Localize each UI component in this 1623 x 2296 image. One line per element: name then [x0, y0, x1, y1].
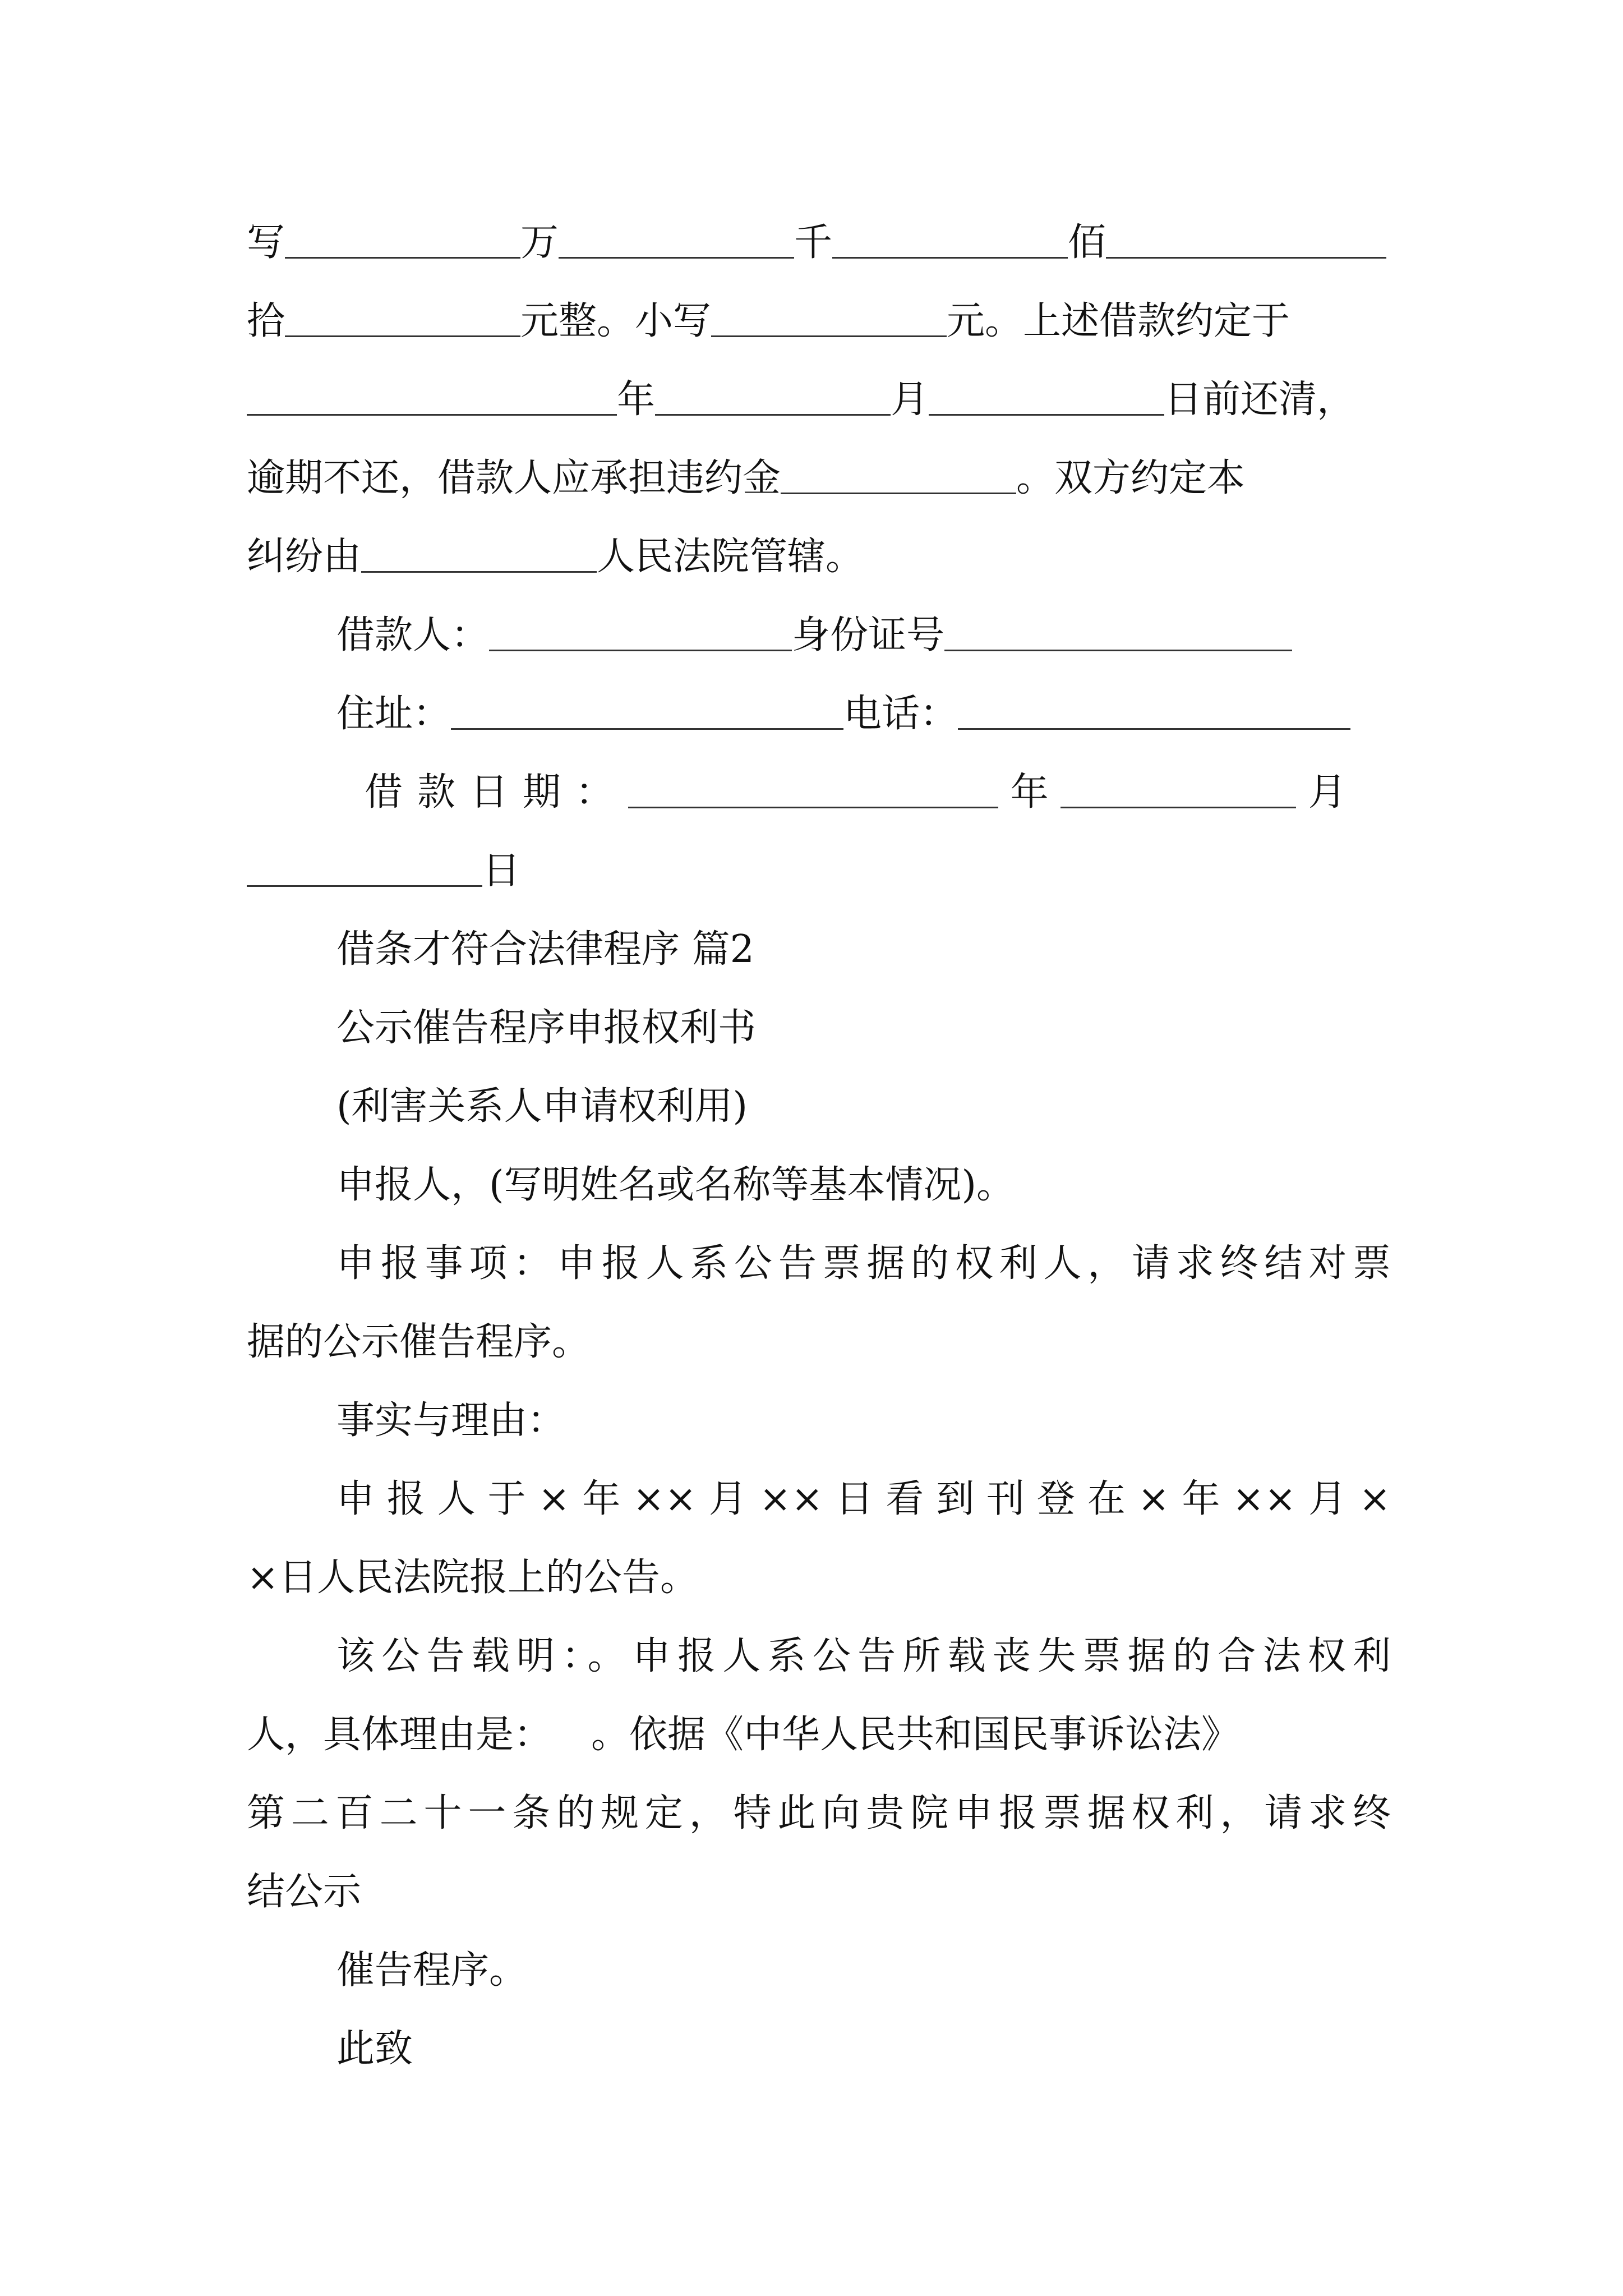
paragraph-matter-line-2: 据的公示催告程序。 — [247, 1320, 591, 1364]
penalty-line — [247, 453, 1391, 504]
id-label: 身份证号 — [792, 613, 945, 657]
text: 日 — [482, 849, 521, 893]
text: 日前还清， — [1164, 378, 1355, 422]
text: 万 — [520, 220, 559, 265]
paragraph-notice-line-3: 第二百二十一条的规定，特此向贵院申报票据权利，请求终 — [247, 1791, 1391, 1835]
paragraph-notice-line-4: 结公示 — [247, 1870, 362, 1914]
blank-field[interactable] — [559, 223, 794, 259]
due-date-line — [247, 375, 1391, 425]
loan-date-label: 借款日期： — [365, 770, 629, 815]
blank-field[interactable] — [1106, 223, 1386, 259]
blank-field[interactable] — [285, 223, 520, 259]
phone-label: 电话： — [843, 692, 958, 736]
borrower-label: 借款人： — [336, 613, 490, 657]
amount-line-2 — [247, 296, 1391, 347]
blank-field[interactable] — [655, 380, 891, 416]
text: 年 — [1010, 770, 1049, 815]
text: 佰 — [1068, 220, 1106, 265]
paragraph-facts-line-1: 申报人于×年××月××日看到刊登在×年××月× — [336, 1477, 1391, 1521]
text: 。依据《中华人民共和国民事诉讼法》 — [591, 1713, 1240, 1757]
blank-field[interactable] — [781, 459, 1016, 494]
text: 年 — [617, 378, 656, 422]
borrower-field[interactable] — [489, 616, 792, 651]
document-title: 公示催告程序申报权利书 — [336, 1006, 757, 1050]
blank-field[interactable] — [711, 302, 947, 337]
phone-field[interactable] — [958, 694, 1350, 730]
text: 逾期不还，借款人应承担违约金 — [247, 456, 781, 500]
paragraph-facts-line-2: ×日人民法院报上的公告。 — [247, 1556, 698, 1600]
address-field[interactable] — [451, 694, 843, 730]
text: 月 — [1308, 770, 1347, 815]
jurisdiction-line — [247, 532, 1391, 582]
text: 月 — [891, 378, 929, 422]
id-field[interactable] — [944, 616, 1292, 651]
paragraph-matter-line-1: 申报事项：申报人系公告票据的权利人，请求终结对票 — [336, 1241, 1391, 1286]
text: 元整。小写 — [520, 299, 712, 343]
document-subtitle: (利害关系人申请权利用) — [336, 1084, 748, 1129]
blank-field[interactable] — [929, 380, 1164, 416]
blank-field[interactable] — [1061, 773, 1296, 808]
section-heading: 借条才符合法律程序 篇2 — [336, 927, 754, 972]
paragraph-procedure: 催告程序。 — [336, 1948, 528, 1993]
address-line — [336, 689, 1481, 739]
blank-field[interactable] — [832, 223, 1068, 259]
text: 千 — [794, 220, 833, 265]
paragraph-notice-line-2 — [247, 1710, 1391, 1760]
text: 人民法院管辖。 — [597, 535, 864, 579]
blank-field[interactable] — [628, 773, 998, 808]
amount-line-1 — [247, 218, 1391, 268]
blank-field[interactable] — [247, 852, 482, 887]
blank-field[interactable] — [285, 302, 520, 337]
loan-date-line — [365, 767, 1391, 818]
borrower-line — [336, 610, 1481, 661]
paragraph-facts-heading: 事实与理由： — [336, 1398, 566, 1443]
text: 写 — [247, 220, 285, 265]
closing-salutation: 此致 — [336, 2027, 413, 2071]
text: 人，具体理由是： — [247, 1713, 552, 1757]
blank-field[interactable] — [247, 380, 617, 416]
address-label: 住址： — [336, 692, 451, 736]
loan-date-day-line — [247, 846, 1391, 896]
text: 纠纷由 — [247, 535, 362, 579]
paragraph-notice-line-1: 该公告载明：。申报人系公告所载丧失票据的合法权利 — [336, 1634, 1391, 1678]
text: 拾 — [247, 299, 285, 343]
text: 元。上述借款约定于 — [947, 299, 1290, 343]
paragraph-applicant: 申报人，(写明姓名或名称等基本情况)。 — [336, 1163, 1015, 1207]
blank-field[interactable] — [361, 537, 597, 573]
text: 。双方约定本 — [1016, 456, 1246, 500]
